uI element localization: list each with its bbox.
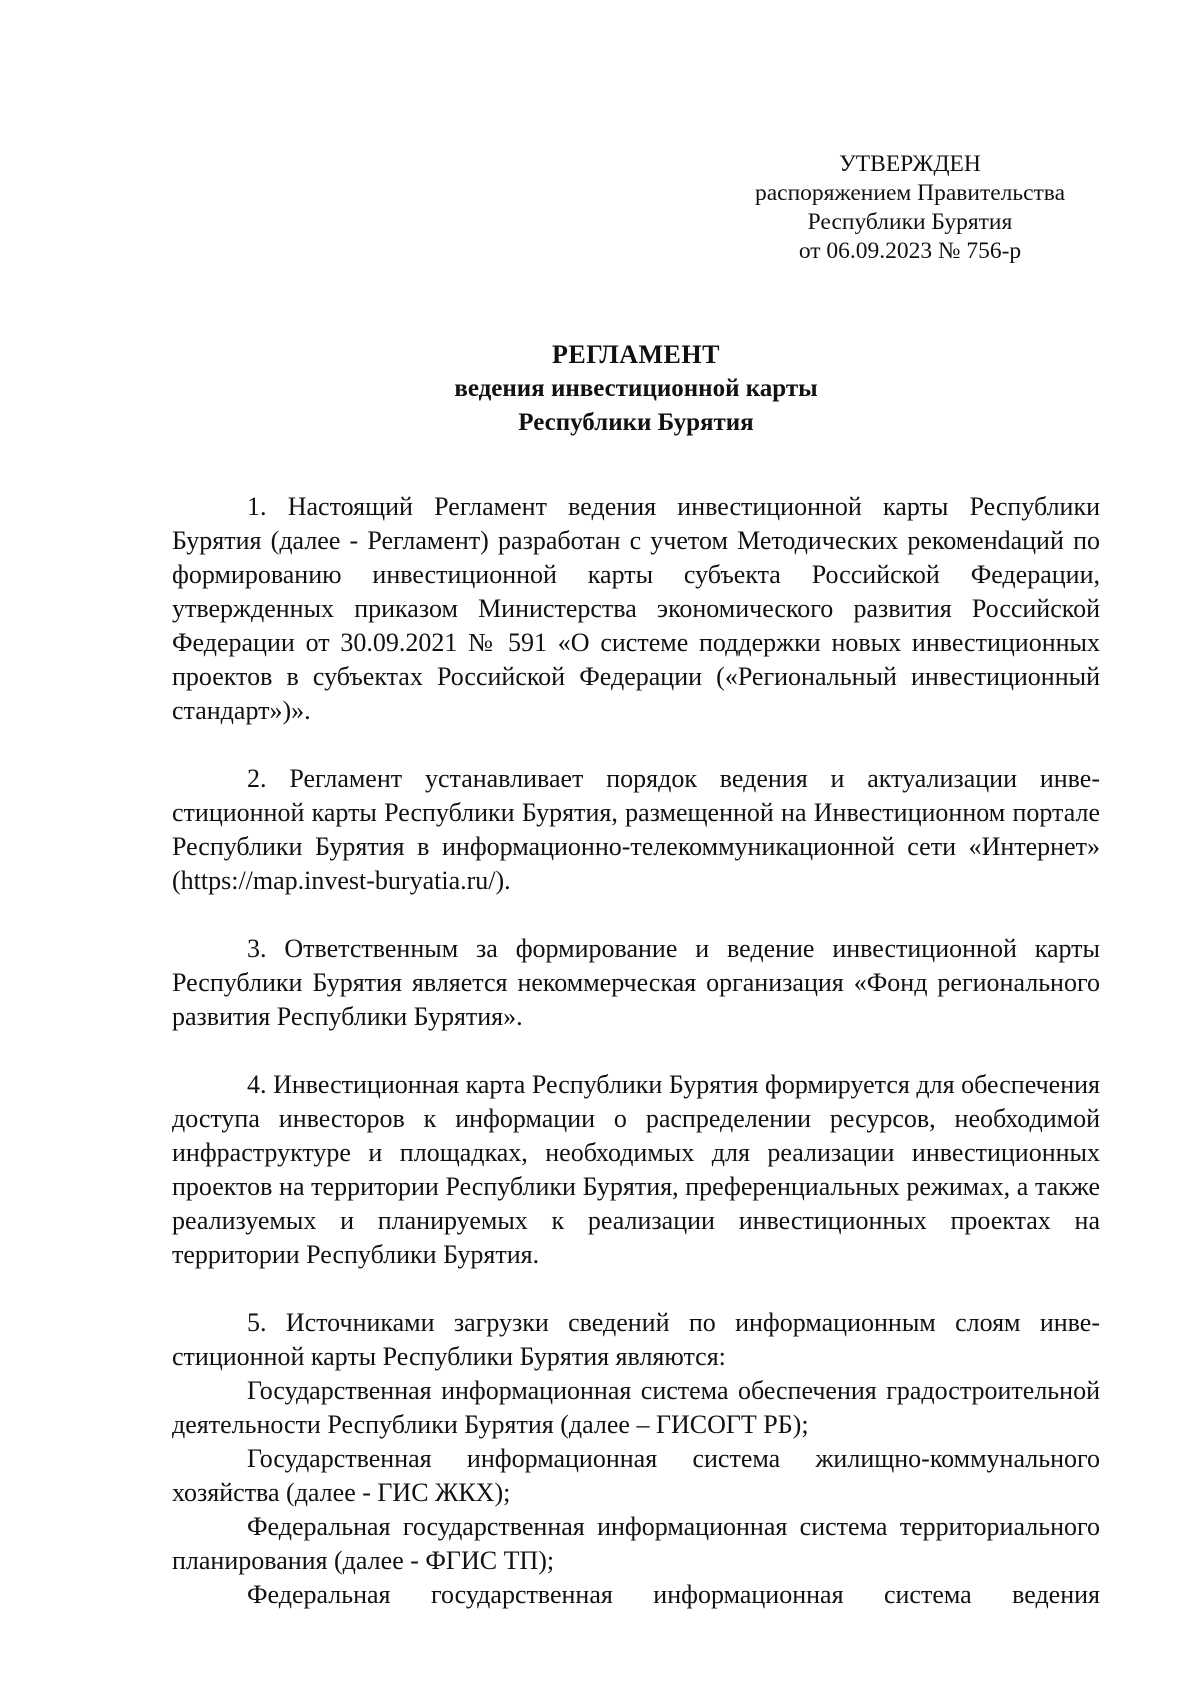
approval-region: Республики Бурятия (807, 209, 1013, 235)
source-item-fgis-tp: Федеральная государственная информационная система территориального планирования (далее - ФГИС ТП); (172, 1512, 1100, 1575)
paragraph-4: 4. Инвестиционная карта Республики Бурятия формируется для обеспечения доступа инвесторов к информации о распределении ресурсов, необходимой инфраструктуре и площадках, необходимых для реализации инвестиционных проектов на территории Республики Бурятия, преференциальных режимах, а также реализуемых и планируемых к реализации инвестиционных проектах на территории Республики Бурятия. (172, 1070, 1100, 1269)
title-subtitle-1: ведения инвестиционной карты (454, 375, 818, 402)
document-title (172, 338, 1100, 440)
approval-date-number: от 06.09.2023 № 756-р (798, 238, 1022, 264)
title-subtitle-2: Республики Бурятия (518, 409, 754, 436)
title-main: РЕГЛАМЕНТ (552, 340, 720, 369)
approval-stamp (740, 150, 1080, 266)
paragraph-5: 5. Источниками загрузки сведений по информационным слоям инвестиционной карты Республики Бурятия являются: (172, 1308, 1100, 1371)
paragraph-2: 2. Регламент устанавливает порядок ведения и актуализации инвестиционной карты Республики Бурятия, размещенной на Инвестиционном портале Республики Бурятия в информационно-телекоммуникационной сети «Интернет» (https://map.invest-buryatia.ru/). (172, 764, 1100, 895)
source-item-gis-zhkh: Государственная информационная система жилищно-коммунального хозяйства (далее - ГИС ЖКХ); (172, 1444, 1100, 1507)
approval-authority: распоряжением Правительства (754, 180, 1066, 206)
source-item-gisogt: Государственная информационная система обеспечения градостроительной деятельности Республики Бурятия (далее – ГИСОГТ РБ); (172, 1376, 1100, 1439)
approval-heading: УТВЕРЖДЕН (839, 151, 981, 177)
document-body (172, 490, 1100, 1612)
paragraph-3: 3. Ответственным за формирование и ведение инвестиционной карты Республики Бурятия является некоммерческая организация «Фонд регионального развития Республики Бурятия». (172, 934, 1100, 1031)
source-item-fgis-continued: Федеральная государственная информационная система ведения (247, 1580, 1100, 1609)
paragraph-1: 1. Настоящий Регламент ведения инвестиционной карты Республики Бурятия (далее - Регламент) разработан с учетом Методических рекоменdаций по формированию инвестиционной карты субъекта Российской Федерации, утвержденных приказом Министерства экономического развития Российской Федерации от 30.09.2021 № 591 «О системе поддержки новых инвестиционных проектов в субъектах Российской Федерации («Региональный инвестиционный стандарт»)». (172, 492, 1100, 725)
